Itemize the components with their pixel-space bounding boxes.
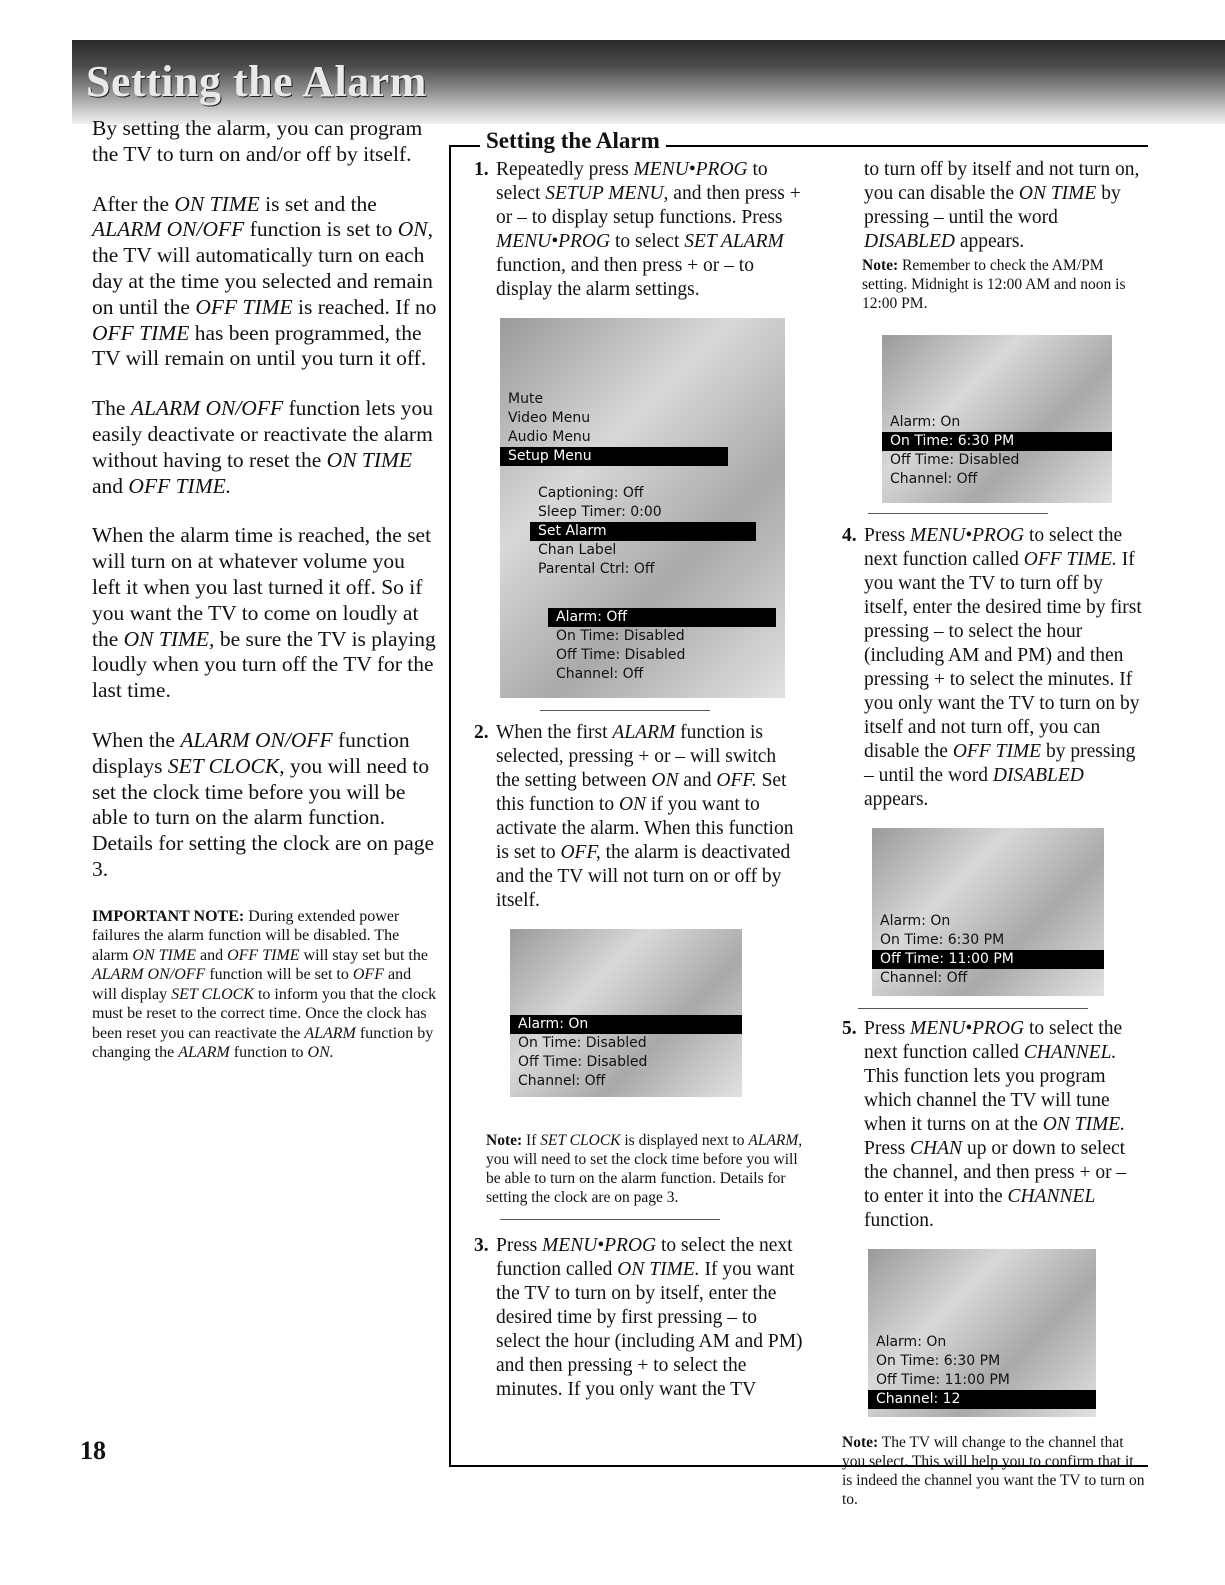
- volume-paragraph: When the alarm time is reached, the set will turn on at whatever volume you left it when you last turned it off. So if you want the TV to come on loudly at the ON TIME, be sure the TV is playing loudly when you turn off the TV for the last time.: [92, 523, 436, 703]
- divider: [868, 513, 1048, 514]
- menu-item-selected: Set Alarm: [530, 522, 756, 541]
- menu-item: Off Time: Disabled: [890, 452, 1020, 468]
- menu-item: Alarm: On: [880, 913, 951, 929]
- menu-item: Captioning: Off: [538, 485, 644, 501]
- menu-item: On Time: Disabled: [518, 1035, 647, 1051]
- menu-item: Alarm: On: [876, 1334, 947, 1350]
- menu-item: Alarm: On: [890, 414, 961, 430]
- menu-item-selected: On Time: 6:30 PM: [882, 432, 1112, 451]
- menu-item: Video Menu: [508, 410, 591, 426]
- menu-item: Channel: Off: [518, 1073, 606, 1089]
- tv-screen-channel: [868, 1249, 1096, 1417]
- menu-item-selected: Alarm: Off: [548, 608, 776, 627]
- divider: [500, 1219, 720, 1220]
- menu-item: Parental Ctrl: Off: [538, 561, 655, 577]
- menu-item: Sleep Timer: 0:00: [538, 504, 662, 520]
- menu-item: Channel: Off: [890, 471, 978, 487]
- menu-item-selected: Setup Menu: [500, 447, 728, 466]
- step-2: 2. When the first ALARM function is selected, pressing + or – will switch the setting between ON and OFF. Set this function to ON if you want to activate the alarm. When this function is set to OFF, the alarm is deactivated and the TV will not turn on or off by itself.: [474, 722, 794, 911]
- divider: [858, 1008, 1088, 1009]
- alarm-onoff-paragraph: The ALARM ON/OFF function lets you easily deactivate or reactivate the alarm without having to reset the ON TIME and OFF TIME.: [92, 396, 433, 498]
- page-number: 18: [80, 1436, 106, 1465]
- box-heading: Setting the Alarm: [480, 128, 666, 154]
- tv-screen-alarm-on: [510, 929, 742, 1097]
- tv-screen-off-time: [872, 828, 1104, 996]
- step-4: 4. Press MENU•PROG to select the next function called OFF TIME. If you want the TV to turn off by itself, enter the desired time by first pressing – to select the hour (including AM and PM) and then pressing + to select the minutes. If you only want the TV to turn on by itself and not turn off, you can disable the OFF TIME by pressing – until the word DISABLED appears.: [842, 525, 1142, 810]
- menu-item: Off Time: Disabled: [518, 1054, 648, 1070]
- menu-item-selected: Channel: 12: [868, 1390, 1096, 1409]
- menu-item: Mute: [508, 391, 544, 407]
- menu-item-selected: Alarm: On: [510, 1015, 742, 1034]
- tv-screen-setup-menu: [500, 318, 785, 698]
- menu-item-selected: Off Time: 11:00 PM: [872, 950, 1104, 969]
- intro-column: [92, 116, 437, 1087]
- step-3: 3. Press MENU•PROG to select the next function called ON TIME. If you want the TV to turn on by itself, enter the desired time by first pressing – to select the hour (including AM and PM) and then pressing + to select the minutes. If you only want the TV: [474, 1235, 803, 1400]
- step-1: 1. Repeatedly press MENU•PROG to select SETUP MENU, and then press + or – to display setup functions. Press MENU•PROG to select SET ALARM function, and then press + or – to display the alarm settings.: [474, 159, 801, 300]
- menu-item: On Time: 6:30 PM: [880, 932, 1005, 948]
- step-3-continued: to turn off by itself and not turn on, you can disable the ON TIME by pressing – until the word DISABLED appears.: [864, 159, 1140, 252]
- tv-screen-on-time: [882, 335, 1112, 503]
- note-set-clock: Note: If SET CLOCK is displayed next to ALARM, you will need to set the clock time before you will be able to turn on the alarm function. Details for setting the clock are on page 3.: [486, 1132, 803, 1206]
- menu-item: Chan Label: [538, 542, 617, 558]
- page-title: Setting the Alarm: [86, 57, 427, 106]
- menu-item: Audio Menu: [508, 429, 591, 445]
- set-clock-paragraph: When the ALARM ON/OFF function displays SET CLOCK, you will need to set the clock time before you will be able to turn on the alarm function. Details for setting the clock are on page 3.: [92, 727, 435, 881]
- on-time-paragraph: After the ON TIME is set and the ALARM ON/OFF function is set to ON, the TV will automatically turn on each day at the time you selected and remain on until the OFF TIME is reached. If no OFF TIME has been programmed, the TV will remain on until you turn it off.: [92, 191, 437, 371]
- menu-item: On Time: 6:30 PM: [876, 1353, 1001, 1369]
- instructions-column-right: [828, 158, 1146, 1509]
- divider: [540, 710, 710, 711]
- note-am-pm: Note: Remember to check the AM/PM setting. Midnight is 12:00 AM and noon is 12:00 PM.: [862, 257, 1126, 312]
- menu-item: Off Time: Disabled: [556, 647, 686, 663]
- important-note: IMPORTANT NOTE: During extended power failures the alarm function will be disabled. The alarm ON TIME and OFF TIME will stay set but the ALARM ON/OFF function will be set to OFF and will display SET CLOCK to inform you that the clock must be reset to the correct time. Once the clock has been reset you can reactivate the ALARM function by changing the ALARM function to ON.: [92, 907, 437, 1062]
- menu-item: On Time: Disabled: [556, 628, 685, 644]
- step-5: 5. Press MENU•PROG to select the next function called CHANNEL. This function lets you program which channel the TV will tune when it turns on at the ON TIME. Press CHAN up or down to select the channel, and then press + or – to enter it into the CHANNEL function.: [842, 1018, 1127, 1231]
- menu-item: Channel: Off: [880, 970, 968, 986]
- menu-item: Channel: Off: [556, 666, 644, 682]
- note-channel: Note: The TV will change to the channel that you select. This will help you to confirm that it is indeed the channel you want the TV to turn on to.: [842, 1434, 1145, 1508]
- instructions-column-left: [460, 158, 803, 1402]
- menu-item: Off Time: 11:00 PM: [876, 1372, 1010, 1388]
- intro-paragraph: By setting the alarm, you can program the TV to turn on and/or off by itself.: [92, 116, 423, 166]
